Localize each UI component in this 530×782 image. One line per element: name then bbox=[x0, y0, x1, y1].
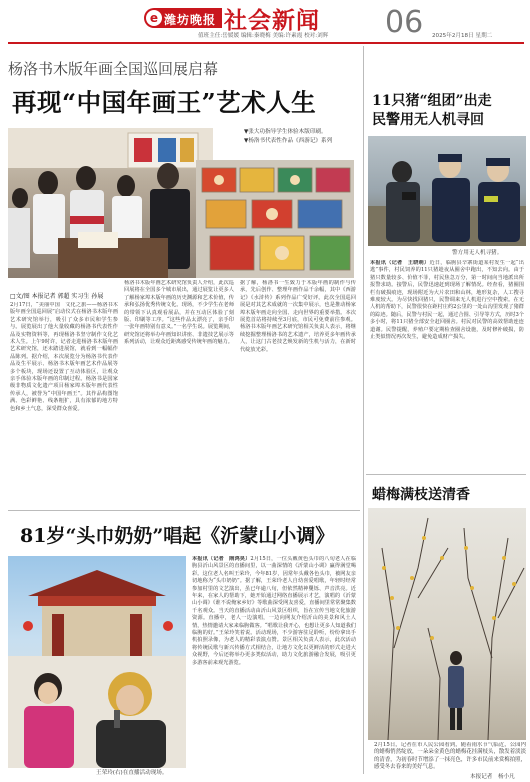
masthead bbox=[0, 0, 530, 40]
article-body bbox=[192, 556, 356, 774]
photo-scene bbox=[196, 160, 354, 278]
photo-scene bbox=[368, 508, 526, 740]
article-byline: 本报讯（记者 隋鸿昊） bbox=[192, 556, 251, 562]
article-byline: □文/图 本报记者 郭超 实习生 孙展 bbox=[10, 293, 104, 300]
article-byline: 本报记者 杨小凡 bbox=[470, 774, 515, 780]
article-headline: 11只猪“组团”出走 民警用无人机寻回 bbox=[372, 93, 492, 128]
article-byline: 本报讯（记者 王晓萌） bbox=[370, 260, 430, 266]
photo-scene bbox=[368, 136, 526, 246]
photo-scene bbox=[8, 556, 186, 768]
photo-caption-box bbox=[244, 128, 356, 156]
section-divider bbox=[8, 510, 360, 511]
photo-caption: 王荣玲(右)在直播活动现场。 bbox=[96, 770, 168, 776]
article-body bbox=[370, 260, 524, 470]
article-headline: 再现“中国年画王”艺术人生 bbox=[12, 88, 317, 117]
article-photo-plum bbox=[368, 508, 526, 740]
page-date: 2025年2月18日 星期二 bbox=[432, 33, 493, 39]
article-headline: 蜡梅满枝送清香 bbox=[372, 487, 470, 503]
section-title: 社会新闻 bbox=[224, 7, 320, 34]
section-divider bbox=[366, 474, 526, 475]
brand-logo bbox=[144, 8, 222, 28]
brand-name: 潍坊晚报 bbox=[164, 13, 217, 27]
photo-caption: ▼张大功指导学生体验木版印刷。 bbox=[244, 129, 327, 135]
brand-logo-glyph: e bbox=[146, 10, 162, 26]
photo-caption: 警方用无人机寻猪。 bbox=[452, 250, 503, 256]
article-photo-police bbox=[368, 136, 526, 246]
article-body-text: 近日，临朐县辛寨街道某村发生一起“出逃”事件，村民饲养的11只猪趁夜从圈舍中跑出，不知去向。由于猪只数量较多、价值不菲，村民焦急万分，第一时间向当地派出所报警求助。接警后，民警迅速赶到现场了解情况。经查看，猪圈围栏有破损痕迹，现场附近为大片农田和山林，地形复杂，人工搜寻难度较大。为尽快找回猪只，民警调来无人机进行空中搜索。在无人机的帮助下，民警很快在距村庄约2公里的一处山沟里发现了猪群的踪迹。随后，民警与村民一起，通过合围、引导等方式，历时3个多小时，将11只猪全部安全赶回圈舍。村民对民警的高效帮助连连道谢。民警提醒，养殖户要定期检查圈舍设施，及时修补破损，防止类似情况再次发生，避免造成财产损失。 bbox=[370, 260, 524, 341]
photo-caption: 2月15日，记者在市人民公园看到，随着雨水节气临近，公园内的蜡梅悄然绽放，一朵朵金黄色的蜡梅花挂满枝头，散发着淡淡的清香，为初春时节增添了一抹亮色，许多市民前来赏梅拍照，感受冬去春来的美好气息。 bbox=[374, 742, 526, 771]
masthead-rule bbox=[8, 42, 524, 44]
article-body-column: 据了解，杨洛书一生致力于木版年画的制作与传承，先后创作、整理年画作品千余幅，其中《西游记》《水浒传》系列作品广受好评。此次全国巡回展是对其艺术成就的一次集中展示，也是推动杨家埠木版年画走向全国、走向世界的重要举措。本次展览首站将持续至3月底，市民可免费前往参观。杨洛书木版年画艺术研究馆相关负责人表示，将继续挖掘整理杨洛书的艺术遗产，培养更多年画传承人，让这门古老技艺焕发新的生机与活力，在新时代绽放光彩。 bbox=[240, 280, 356, 353]
article-headline: 81岁“头巾奶奶”唱起《沂蒙山小调》 bbox=[20, 525, 335, 547]
page-number: 06 bbox=[385, 5, 424, 40]
page-credits: 值班主任:岳媛媛 编辑:秦晓梅 美编:许素霞 校对:刘辉 bbox=[198, 33, 329, 39]
article-body-column: 2月17日，“美丽中国 文化之旅——杨洛书木版年画全国巡回展”启动仪式在杨洛书木版年画艺术研究馆举行，吸引了众多市民和学生参与。展览展出了他大量收藏的杨洛书代表性作品及实物资料等，再现杨洛书坚守制作文化艺术人生。上午9时许，记者走进杨洛书木版年画艺术研究馆，还未踏进展馆，就看到一幅幅作品陈列。据介绍，本次展览分为杨洛书代表作品及生平展示、杨洛书木版年画艺术作品展等多个板块，现场还设置了互动体验区，让观众亲手体验木版年画的印制过程。杨洛书是国家级非物质文化遗产项目杨家埠木版年画代表性传承人，被誉为“中国年画王”。其作品构图饱满、色彩鲜艳、线条粗犷，具有浓郁的地方特色和乡土气息，深受群众喜爱。 bbox=[10, 302, 118, 412]
photo-caption: ▼杨洛书代表性作品《西游记》系列 bbox=[244, 138, 333, 144]
column-divider bbox=[363, 46, 364, 774]
article-body-column: 杨洛书木版年画艺术研究馆负责人介绍，此次巡回展将在全国多个城市展出，通过展览让更多人了解杨家埠木版年画的历史渊源和艺术价值，传承和弘扬优秀传统文化。现场，不少学生在老师的带领下认真观看展品，并在互动区体验了刻版、印刷等工序。“这些作品太漂亮了，亲手印一张年画特别有意义。”一名学生说。展览期间，研究馆还将举办年画知识讲座、非遗技艺展示等系列活动，让观众近距离感受传统年画的魅力。 bbox=[124, 280, 234, 346]
article-kicker: 杨洛书木版年画全国巡回展启幕 bbox=[8, 60, 219, 78]
article-photo-students bbox=[8, 128, 213, 278]
photo-scene bbox=[8, 128, 213, 278]
article-photo-nianhua bbox=[196, 160, 354, 278]
article-photo-grandma bbox=[8, 556, 186, 768]
article-body-text: 2月15日，一位头戴黄色头巾的八旬老人在临朐县沂山风景区的直播间里，以一曲深情的《沂蒙山小调》赢得满堂喝彩。这位老人名叫王荣玲，今年81岁，因常年头戴各色头巾，被网友亲切地称为“头巾奶奶”。据了解，王荣玲老人自幼喜爱唱歌，年轻时经常参加村里的文艺演出，虽已年逾八旬，但依然精神矍铄、声音洪亮。近年来，在家人的帮助下，她开始通过网络直播展示才艺，演唱的《沂蒙山小调》《谁不说俺家乡好》等歌曲深受网友喜爱，直播间里常常聚集数千名观众。当天的直播活动由沂山风景区组织，旨在宣传当地文化旅游资源。直播中，老人一边演唱，一边向网友介绍沂山的美景和风土人情，热情邀请大家来临朐做客。“唱歌让我开心，也想让更多人知道我们临朐的好。”王荣玲笑着说。活动现场，不少游客驻足聆听，纷纷拿出手机拍照录像，为老人的精彩表演点赞。景区相关负责人表示，此次活动将传统民歌与新兴传播方式相结合，让地方文化以更鲜活的形式走进大众视野，今后还将举办更多类似活动，助力文化旅游融合发展，吸引更多游客前来观光游览。 bbox=[192, 556, 356, 666]
